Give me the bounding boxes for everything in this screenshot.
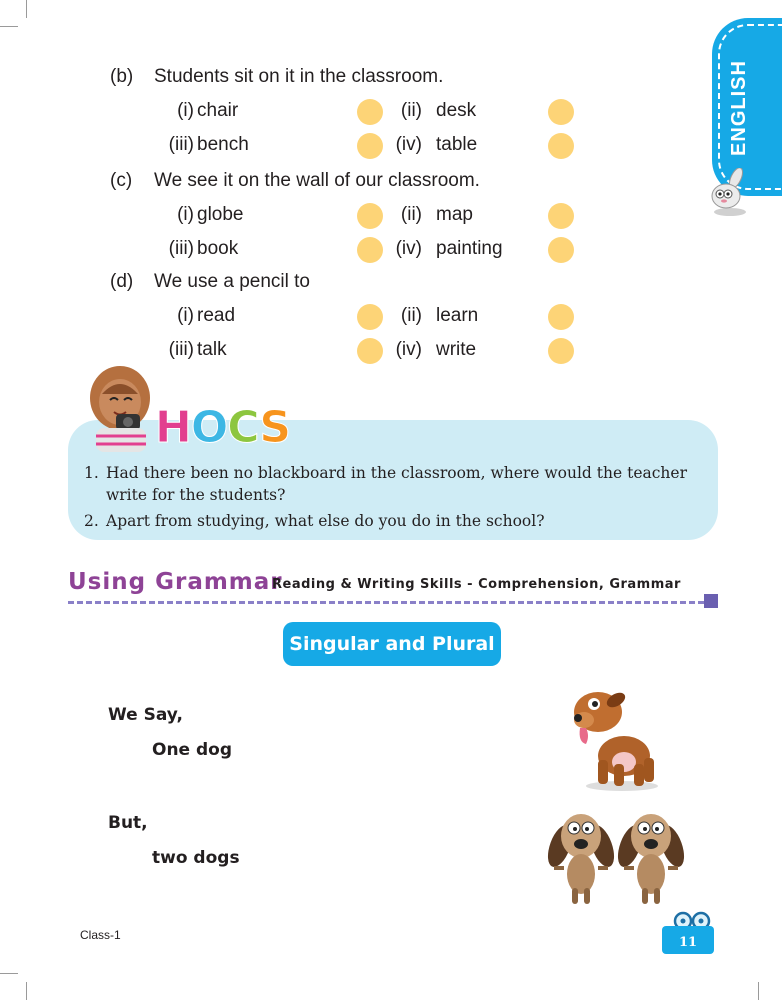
crop-mark [0, 26, 18, 27]
option-text: book [197, 238, 239, 259]
option-text: map [436, 204, 473, 225]
answer-bubble[interactable] [548, 304, 574, 330]
section-divider [68, 601, 704, 604]
hocs-question [84, 462, 704, 506]
option-number: (ii) [400, 100, 422, 121]
answer-bubble[interactable] [357, 304, 383, 330]
hocs-question-number: 2. [84, 512, 99, 530]
answer-bubble[interactable] [357, 237, 383, 263]
two-dogs-text: two dogs [152, 848, 240, 868]
english-label: ENGLISH [728, 60, 750, 156]
crop-mark [26, 0, 27, 18]
option-text: globe [197, 204, 244, 225]
answer-bubble[interactable] [357, 99, 383, 125]
question-letter: (b) [110, 66, 134, 87]
crop-mark [0, 973, 18, 974]
dog-image [544, 806, 618, 906]
answer-bubble[interactable] [548, 203, 574, 229]
using-grammar-subtitle: Reading & Writing Skills - Comprehension, Grammar [272, 577, 681, 592]
hocs-letter: S [259, 402, 291, 453]
answer-bubble[interactable] [357, 133, 383, 159]
option-text: read [197, 305, 236, 326]
option-text: bench [197, 134, 249, 155]
option-text: write [436, 339, 477, 360]
hocs-letter: C [227, 402, 260, 453]
singular-plural-heading: Singular and Plural [283, 622, 501, 666]
answer-bubble[interactable] [357, 203, 383, 229]
hocs-question-text: Had there been no blackboard in the classroom, where would the teacher write for the students? [106, 464, 687, 504]
question-letter: (d) [110, 271, 134, 292]
hocs-question-text: Apart from studying, what else do you do in the school? [106, 512, 545, 530]
using-grammar-title: Using Grammar [68, 569, 283, 595]
question-letter: (c) [110, 170, 133, 191]
dog-image [568, 682, 668, 792]
one-dog-text: One dog [152, 740, 233, 760]
we-say-text: We Say, [108, 705, 184, 725]
crop-mark [26, 982, 27, 1000]
question-text: Students sit on it in the classroom. [154, 66, 444, 87]
option-number: (ii) [400, 305, 422, 326]
option-number: (iv) [395, 339, 422, 360]
option-number: (iii) [168, 238, 194, 259]
option-text: chair [197, 100, 239, 121]
option-number: (i) [177, 204, 194, 225]
hocs-title [155, 402, 290, 453]
option-number: (i) [177, 305, 194, 326]
hocs-letter: O [190, 402, 228, 453]
but-text: But, [108, 813, 148, 833]
page-number: 11 [662, 926, 714, 954]
answer-bubble[interactable] [548, 99, 574, 125]
dog-image [614, 806, 688, 906]
answer-bubble[interactable] [357, 338, 383, 364]
option-number: (iii) [168, 339, 194, 360]
option-number: (iv) [395, 238, 422, 259]
hocs-question-number: 1. [84, 464, 99, 482]
option-text: table [436, 134, 478, 155]
answer-bubble[interactable] [548, 338, 574, 364]
class-label: Class-1 [80, 928, 121, 942]
option-text: desk [436, 100, 477, 121]
bunny-icon [700, 168, 754, 218]
option-number: (iv) [395, 134, 422, 155]
hocs-question [84, 510, 704, 532]
answer-bubble[interactable] [548, 133, 574, 159]
question-text: We use a pencil to [154, 271, 310, 292]
option-text: learn [436, 305, 479, 326]
question-text: We see it on the wall of our classroom. [154, 170, 480, 191]
divider-square [704, 594, 718, 608]
option-number: (iii) [168, 134, 194, 155]
option-text: talk [197, 339, 227, 360]
girl-with-camera-icon [86, 364, 158, 454]
option-number: (i) [177, 100, 194, 121]
option-number: (ii) [400, 204, 422, 225]
hocs-letter: H [155, 402, 191, 453]
answer-bubble[interactable] [548, 237, 574, 263]
option-text: painting [436, 238, 503, 259]
crop-mark [758, 982, 759, 1000]
